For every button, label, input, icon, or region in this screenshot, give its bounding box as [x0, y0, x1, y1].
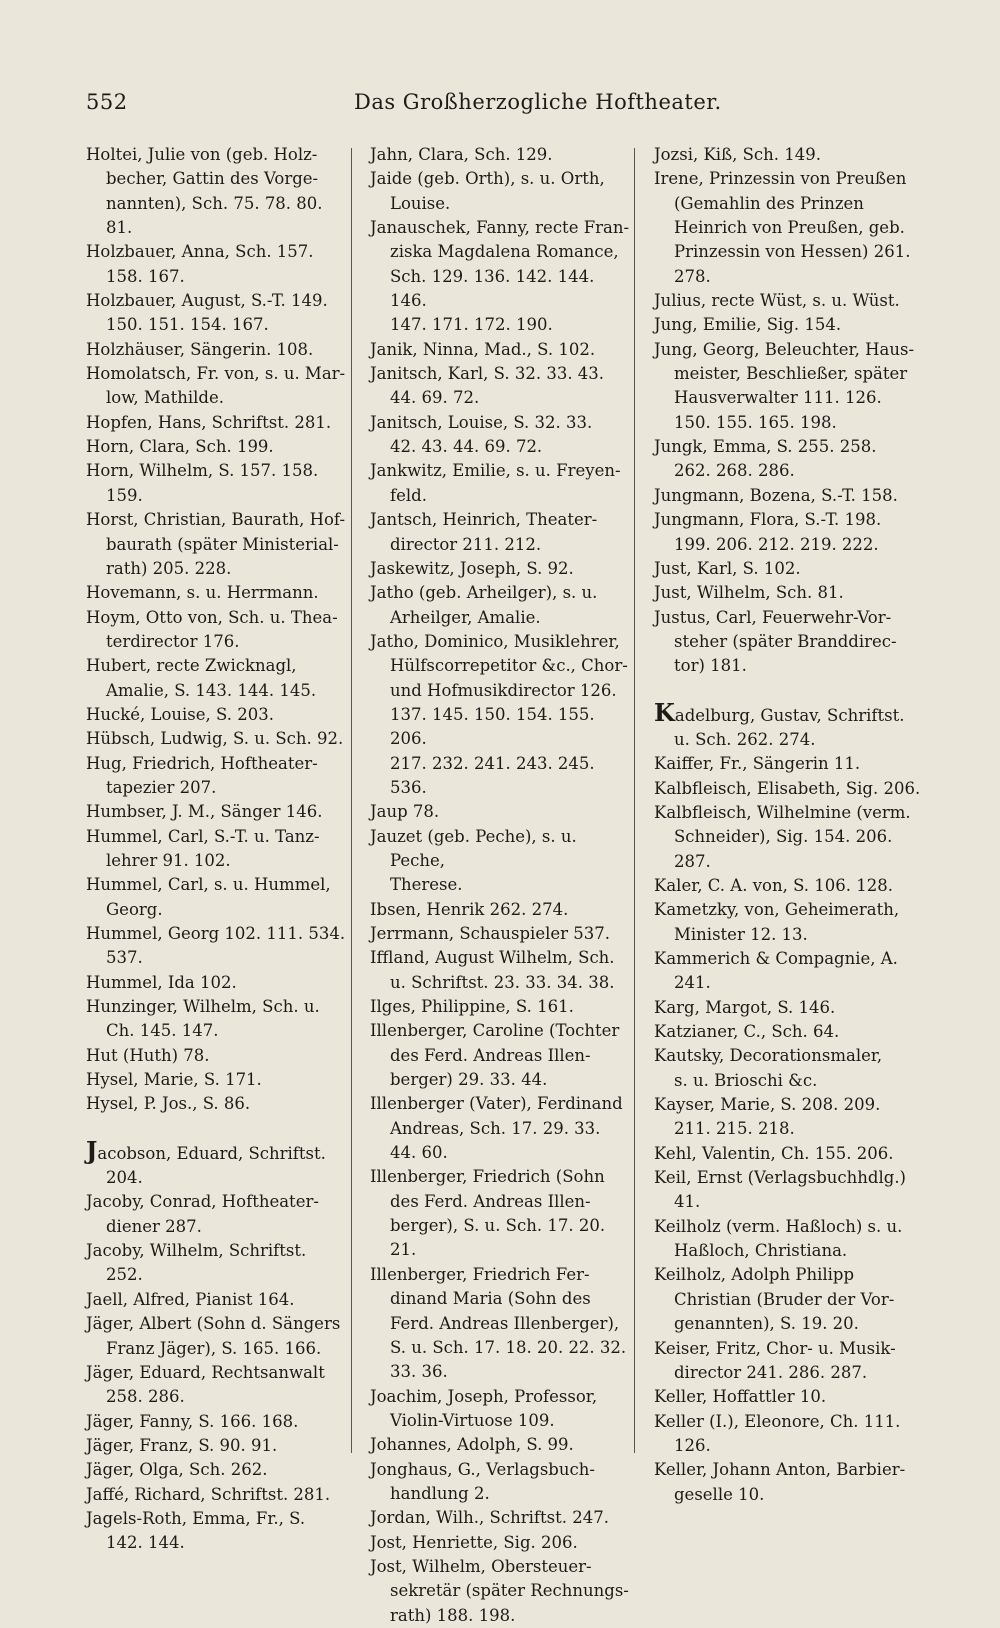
index-entry: Johannes, Adolph, S. 99. — [370, 1435, 574, 1455]
index-entry: Hummel, Ida 102. — [86, 972, 237, 992]
index-entry: Jagels-Roth, Emma, Fr., S. 142. 144. — [86, 1508, 306, 1553]
index-entry: Jantsch, Heinrich, Theater- director 211. 212. — [370, 510, 598, 554]
index-entry: Jung, Emilie, Sig. 154. — [654, 315, 842, 335]
index-entry: Hysel, Marie, S. 171. — [86, 1070, 262, 1090]
index-entry: Hubert, recte Zwicknagl, Amalie, S. 143. 144. 145. — [86, 656, 317, 700]
running-title: Das Großherzogliche Hoftheater. — [354, 90, 722, 114]
index-entry: Jaffé, Richard, Schriftst. 281. — [86, 1484, 331, 1504]
index-entry: Karg, Margot, S. 146. — [654, 997, 836, 1017]
index-entry: Jaell, Alfred, Pianist 164. — [86, 1289, 295, 1309]
index-entry: Jonghaus, G., Verlagsbuch- handlung 2. — [370, 1459, 595, 1503]
index-entry: Kametzky, von, Geheimerath, Minister 12. 13. — [654, 900, 900, 944]
index-entry: Julius, recte Wüst, s. u. Wüst. — [654, 291, 900, 311]
index-entry: Jordan, Wilh., Schriftst. 247. — [370, 1508, 609, 1528]
index-entry: Jäger, Eduard, Rechtsanwalt 258. 286. — [86, 1362, 325, 1407]
column-divider — [634, 148, 635, 1453]
index-entry: Illenberger, Caroline (Tochter des Ferd. Andreas Illen- berger) 29. 33. 44. — [370, 1021, 620, 1090]
index-entry: Hut (Huth) 78. — [86, 1045, 210, 1065]
index-entry: Kaler, C. A. von, S. 106. 128. — [654, 875, 894, 895]
index-entry: Jungmann, Flora, S.-T. 198. 199. 206. 212. 219. 222. — [654, 510, 882, 554]
section-first-entry-text: acobson, Eduard, Schriftst. 204. — [97, 1143, 326, 1188]
index-entry: Holtei, Julie von (geb. Holz- becher, Gattin des Vorge- nannten), Sch. 75. 78. 80. 81. — [86, 145, 323, 238]
index-entry: Keller, Hoffattler 10. — [654, 1387, 827, 1407]
section-first-entry — [86, 1135, 348, 1191]
index-entry: Kaiffer, Fr., Sängerin 11. — [654, 754, 861, 774]
index-entry: Keller, Johann Anton, Barbier- geselle 10. — [654, 1460, 906, 1504]
index-entry: Hummel, Carl, s. u. Hummel, Georg. — [86, 875, 331, 919]
index-entry: Holzbauer, Anna, Sch. 157. 158. 167. — [86, 242, 314, 286]
index-entry: Hummel, Georg 102. 111. 534. 537. — [86, 924, 346, 968]
index-entry: Jatho (geb. Arheilger), s. u. Arheilger, Amalie. — [370, 583, 598, 627]
index-entry: Kayser, Marie, S. 208. 209. 211. 215. 218. — [654, 1095, 881, 1139]
index-entry: Jäger, Franz, S. 90. 91. — [86, 1435, 278, 1455]
index-entry: Jacoby, Wilhelm, Schriftst. 252. — [86, 1241, 307, 1285]
index-entry: Jahn, Clara, Sch. 129. — [370, 145, 553, 164]
index-entry: Justus, Carl, Feuerwehr-Vor- steher (später Branddirec- tor) 181. — [654, 607, 897, 676]
index-entry: Keil, Ernst (Verlagsbuchhdlg.) 41. — [654, 1168, 906, 1212]
index-entry: Illenberger, Friedrich (Sohn des Ferd. Andreas Illen- berger), S. u. Sch. 17. 20. 21. — [370, 1167, 606, 1260]
column-divider — [351, 148, 352, 1453]
index-entry: Keiser, Fritz, Chor- u. Musik- director 241. 286. 287. — [654, 1338, 896, 1382]
index-entry: Hucké, Louise, S. 203. — [86, 704, 274, 724]
index-entry: Jaskewitz, Joseph, S. 92. — [370, 558, 574, 578]
index-entry: Hoym, Otto von, Sch. u. Thea- terdirector 176. — [86, 607, 338, 651]
index-entry: Hopfen, Hans, Schriftst. 281. — [86, 412, 332, 432]
index-entry: Jaide (geb. Orth), s. u. Orth, Louise. — [370, 169, 605, 213]
index-entry: Hummel, Carl, S.-T. u. Tanz- lehrer 91. 102. — [86, 826, 320, 870]
index-entry: Jung, Georg, Beleuchter, Haus- meister, Beschließer, später Hausverwalter 111. 126. 150. 155. 165. 198. — [654, 339, 915, 432]
section-initial-letter: K — [654, 697, 675, 727]
index-entry: Katzianer, C., Sch. 64. — [654, 1022, 840, 1042]
index-entry: Jauzet (geb. Peche), s. u. Peche, Therese. — [370, 826, 577, 895]
index-entry: Horn, Wilhelm, S. 157. 158. 159. — [86, 461, 319, 505]
index-entry: Illenberger, Friedrich Fer- dinand Maria (Sohn des Ferd. Andreas Illenberger), S. u. Sch. 17. 18. 20. 22. 32. 33. 36. — [370, 1264, 627, 1382]
index-entry: Jerrmann, Schauspieler 537. — [370, 924, 610, 943]
index-entry: Homolatsch, Fr. von, s. u. Mar- low, Mathilde. — [86, 364, 346, 408]
index-entry: Jäger, Fanny, S. 166. 168. — [86, 1411, 299, 1431]
index-entry: Kalbfleisch, Wilhelmine (verm. Schneider), Sig. 154. 206. 287. — [654, 802, 911, 871]
index-entry: Jungk, Emma, S. 255. 258. 262. 268. 286. — [654, 437, 877, 481]
index-entry: Kalbfleisch, Elisabeth, Sig. 206. — [654, 778, 921, 798]
page-number: 552 — [86, 90, 128, 114]
index-entry: Holzhäuser, Sängerin. 108. — [86, 339, 314, 359]
index-entry: Iffland, August Wilhelm, Sch. u. Schriftst. 23. 33. 34. 38. — [370, 948, 615, 992]
index-entry: Jost, Henriette, Sig. 206. — [370, 1532, 578, 1552]
index-column-1 — [86, 143, 348, 1556]
index-column-2 — [370, 143, 632, 1628]
index-entry: Jankwitz, Emilie, s. u. Freyen- feld. — [370, 461, 621, 505]
section-initial-letter: J — [86, 1135, 98, 1165]
index-entry: Jost, Wilhelm, Obersteuer- sekretär (später Rechnungs- rath) 188. 198. — [370, 1556, 629, 1625]
index-entry: Kautsky, Decorationsmaler, s. u. Brioschi &c. — [654, 1046, 883, 1090]
index-entry: Jacoby, Conrad, Hoftheater- diener 287. — [86, 1192, 319, 1236]
index-entry: Humbser, J. M., Sänger 146. — [86, 802, 323, 822]
index-entry: Keilholz (verm. Haßloch) s. u. Haßloch, Christiana. — [654, 1216, 903, 1261]
section-first-entry — [654, 697, 922, 753]
index-entry: Jäger, Albert (Sohn d. Sängers Franz Jäger), S. 165. 166. — [86, 1314, 341, 1358]
index-entry: Hug, Friedrich, Hoftheater- tapezier 207. — [86, 753, 318, 797]
index-entry: Hovemann, s. u. Herrmann. — [86, 583, 319, 603]
index-entry: Janitsch, Karl, S. 32. 33. 43. 44. 69. 72. — [370, 364, 605, 408]
index-entry: Jaup 78. — [370, 802, 440, 822]
index-entry: Horn, Clara, Sch. 199. — [86, 437, 274, 457]
index-entry: Just, Wilhelm, Sch. 81. — [654, 583, 844, 603]
index-column-3 — [654, 143, 922, 1507]
section-first-entry-text: adelburg, Gustav, Schriftst. u. Sch. 262. 274. — [674, 705, 905, 749]
index-entry: Kehl, Valentin, Ch. 155. 206. — [654, 1143, 894, 1163]
index-entry: Hübsch, Ludwig, S. u. Sch. 92. — [86, 729, 344, 749]
index-entry: Holzbauer, August, S.-T. 149. 150. 151. 154. 167. — [86, 291, 328, 335]
index-entry: Irene, Prinzessin von Preußen (Gemahlin des Prinzen Heinrich von Preußen, geb. Prinzessin von Hessen) 261. 278. — [654, 169, 911, 286]
index-entry: Jungmann, Bozena, S.-T. 158. — [654, 485, 898, 505]
index-entry: Jatho, Dominico, Musiklehrer, Hülfscorrepetitor &c., Chor- und Hofmusikdirector 126. 137. 145. 150. 154. 155. 206. 217. 232. 241. 243. 245. 536. — [370, 631, 628, 797]
index-entry: Illenberger (Vater), Ferdinand Andreas, Sch. 17. 29. 33. 44. 60. — [370, 1094, 623, 1163]
index-entry: Janitsch, Louise, S. 32. 33. 42. 43. 44. 69. 72. — [370, 412, 593, 457]
index-entry: Hysel, P. Jos., S. 86. — [86, 1094, 251, 1114]
index-entry: Janauschek, Fanny, recte Fran- ziska Magdalena Romance, Sch. 129. 136. 142. 144. 146. 147. 171. 172. 190. — [370, 218, 630, 335]
index-entry: Horst, Christian, Baurath, Hof- baurath (später Ministerial- rath) 205. 228. — [86, 510, 346, 578]
index-entry: Joachim, Joseph, Professor, Violin-Virtuose 109. — [370, 1386, 598, 1430]
index-entry: Jozsi, Kiß, Sch. 149. — [654, 145, 821, 164]
index-entry: Jäger, Olga, Sch. 262. — [86, 1460, 268, 1480]
index-entry: Ibsen, Henrik 262. 274. — [370, 899, 569, 919]
index-entry: Just, Karl, S. 102. — [654, 558, 801, 578]
index-entry: Kammerich & Compagnie, A. 241. — [654, 949, 898, 993]
index-entry: Janik, Ninna, Mad., S. 102. — [370, 339, 596, 359]
index-entry: Ilges, Philippine, S. 161. — [370, 997, 574, 1017]
index-entry: Keller (I.), Eleonore, Ch. 111. 126. — [654, 1411, 901, 1455]
index-entry: Keilholz, Adolph Philipp Christian (Bruder der Vor- genannten), S. 19. 20. — [654, 1265, 895, 1334]
index-entry: Hunzinger, Wilhelm, Sch. u. Ch. 145. 147. — [86, 997, 320, 1041]
